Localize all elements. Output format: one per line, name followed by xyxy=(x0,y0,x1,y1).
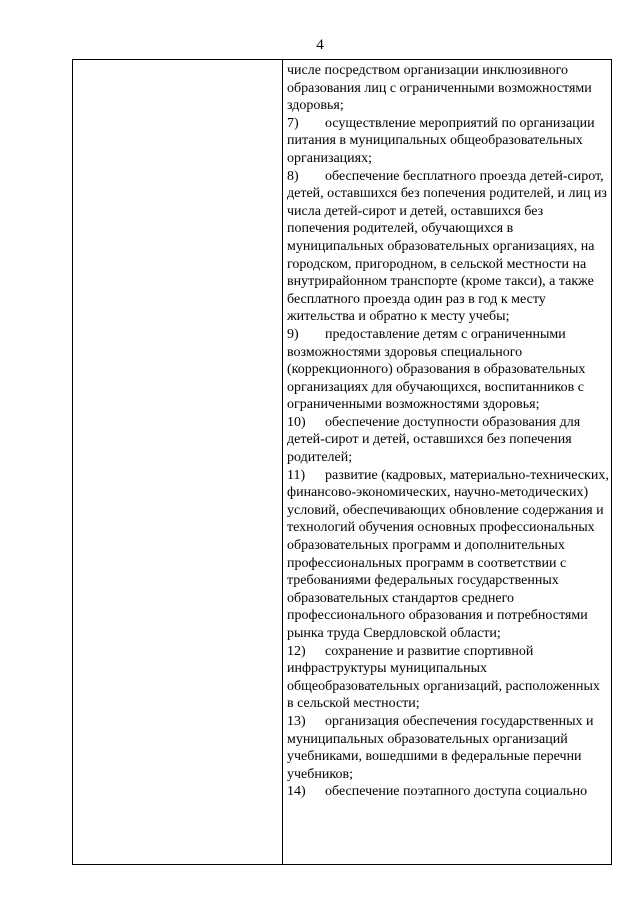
list-item-text: обеспечение доступности образования для детей-сирот и детей, оставшихся без попечения родителей; xyxy=(287,414,581,466)
list-item xyxy=(287,168,609,326)
document-table xyxy=(72,59,612,865)
list-item-number: 8) xyxy=(287,168,299,184)
list-item-number: 9) xyxy=(287,326,299,342)
list-item-text: предоставление детям с ограниченными возможностями здоровья специального (коррекционного) образования в образовательных организациях для обучающихся, воспитанников с ограниченными возможностями здоровья; xyxy=(287,326,586,413)
list-item xyxy=(287,467,609,643)
list-item-text: сохранение и развитие спортивной инфраструктуры муниципальных общеобразовательных организаций, расположенных в сельской местности; xyxy=(287,643,600,712)
list-item-text: организация обеспечения государственных и муниципальных образовательных организаций учебниками, вошедшими в федеральные перечни учебников; xyxy=(287,713,594,782)
list-item-number: 12) xyxy=(287,643,306,659)
list-item-text: развитие (кадровых, материально-технических, финансово-экономических, научно-методических) условий, обеспечивающих обновление содержания и технологий обучения основных профессиональных образовательных программ и дополнительных профессиональных программ в соответствии с требованиями федеральных государственных образовательных стандартов среднего профессионального образования и потребностями рынка труда Свердловской области; xyxy=(287,467,609,641)
list-item-number: 7) xyxy=(287,115,299,131)
list-item xyxy=(287,643,609,713)
list-item-number: 13) xyxy=(287,713,306,729)
table-right-column xyxy=(283,60,611,864)
list-item xyxy=(287,783,609,801)
list-item-text: обеспечение поэтапного доступа социально xyxy=(325,784,588,800)
paragraph-text: числе посредством организации инклюзивного образования лиц с ограниченными возможностями здоровья; xyxy=(287,63,592,114)
list-item-number: 10) xyxy=(287,414,306,430)
page-number: 4 xyxy=(316,37,324,53)
list-item-text: обеспечение бесплатного проезда детей-сирот, детей, оставшихся без попечения родителей, и лиц из числа детей-сирот и детей, оставшихся без попечения родителей, обучающихся в муниципальных образовательных организациях, на городском, пригородном, в сельской местности на внутрирайонном транспорте (кроме такси), а также бесплатного проезда один раз в год к месту жительства и обратно к месту учебы; xyxy=(287,168,607,325)
list-item-text: осуществление мероприятий по организации питания в муниципальных общеобразовательных организациях; xyxy=(287,115,595,166)
list-item xyxy=(287,326,609,414)
paragraph-continuation xyxy=(287,62,609,115)
list-item xyxy=(287,713,609,783)
list-item-number: 11) xyxy=(287,467,306,483)
list-item xyxy=(287,115,609,168)
table-left-column xyxy=(73,60,283,864)
list-item xyxy=(287,414,609,467)
list-item-number: 14) xyxy=(287,784,306,800)
